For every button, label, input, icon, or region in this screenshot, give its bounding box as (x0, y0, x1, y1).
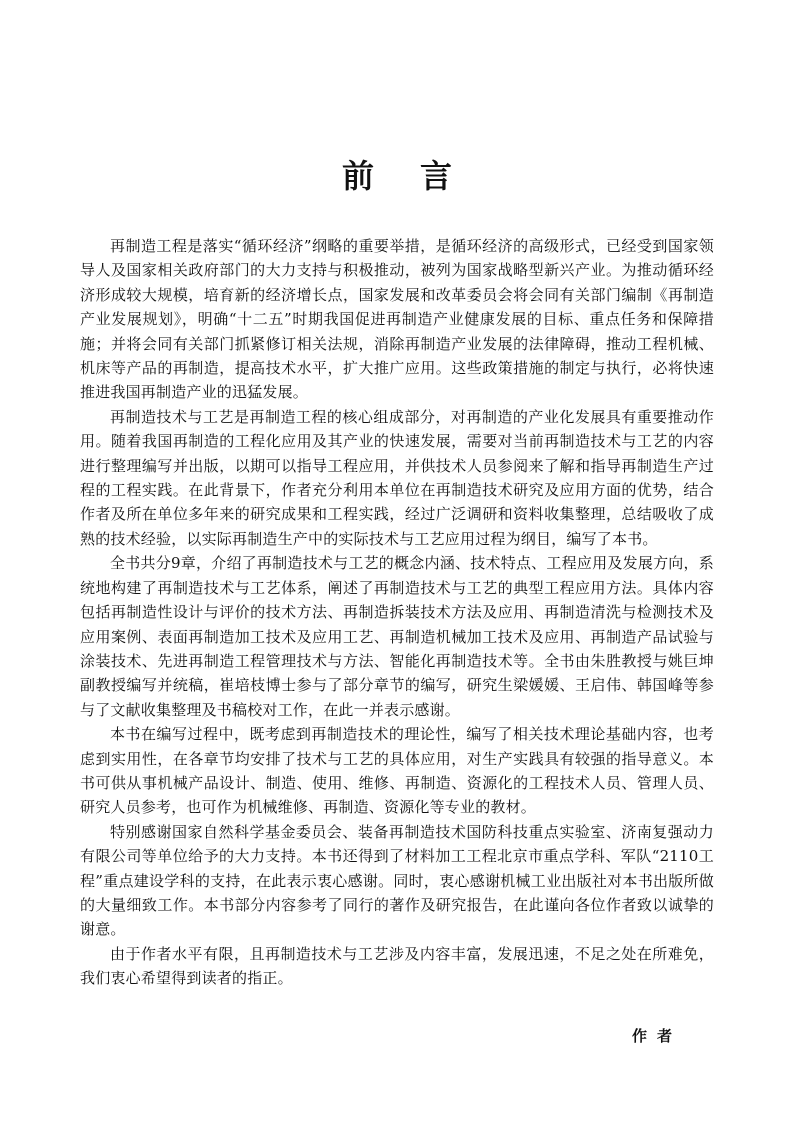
paragraph-3: 全书共分9章，介绍了再制造技术与工艺的概念内涵、技术特点、工程应用及发展方向，系统地构建了再制造技术与工艺体系，阐述了再制造技术与工艺的典型工程应用方法。具体内容包括再制造性设计与评价的技术方法、再制造拆装技术方法及应用、再制造清洗与检测技术及应用案例、表面再制造加工技术及应用工艺、再制造机械加工技术及应用、再制造产品试验与涂装技术、先进再制造工程管理技术与方法、智能化再制造技术等。全书由朱胜教授与姚巨坤副教授编写并统稿，崔培枝博士参与了部分章节的编写，研究生梁媛媛、王启伟、韩国峰等参与了文献收集整理及书稿校对工作，在此一并表示感谢。 (80, 554, 714, 719)
paragraph-2: 再制造技术与工艺是再制造工程的核心组成部分，对再制造的产业化发展具有重要推动作用。随着我国再制造的工程化应用及其产业的快速发展，需要对当前再制造技术与工艺的内容进行整理编写并出版，以期可以指导工程应用，并供技术人员参阅来了解和指导再制造生产过程的工程实践。在此背景下，作者充分利用本单位在再制造技术研究及应用方面的优势，结合作者及所在单位多年来的研究成果和工程实践，经过广泛调研和资料收集整理，总结吸收了成熟的技术经验，以实际再制造生产中的实际技术与工艺应用过程为纲目，编写了本书。 (80, 407, 714, 548)
page-title: 前言 (341, 157, 498, 195)
paragraph-5: 特别感谢国家自然科学基金委员会、装备再制造技术国防科技重点实验室、济南复强动力有限公司等单位给予的大力支持。本书还得到了材料加工工程北京市重点学科、军队“2110工程”重点建设学科的支持，在此表示衷心感谢。同时，衷心感谢机械工业出版社对本书出版所做的大量细致工作。本书部分内容参考了同行的著作及研究报告，在此谨向各位作者致以诚挚的谢意。 (80, 822, 714, 939)
author-signature: 作者 (631, 1027, 682, 1045)
paragraph-4: 本书在编写过程中，既考虑到再制造技术的理论性，编写了相关技术理论基础内容，也考虑到实用性，在各章节均安排了技术与工艺的具体应用，对生产实践具有较强的指导意义。本书可供从事机械产品设计、制造、使用、维修、再制造、资源化的工程技术人员、管理人员、研究人员参考，也可作为机械维修、再制造、资源化等专业的教材。 (80, 725, 714, 817)
paragraph-6: 由于作者水平有限，且再制造技术与工艺涉及内容丰富，发展迅速，不足之处在所难免，我们衷心希望得到读者的指正。 (80, 944, 714, 988)
preface-body (80, 234, 714, 991)
paragraph-1: 再制造工程是落实“循环经济”纲略的重要举措，是循环经济的高级形式，已经受到国家领导人及国家相关政府部门的大力支持与积极推动，被列为国家战略型新兴产业。为推动循环经济形成较大规模，培育新的经济增长点，国家发展和改革委员会将会同有关部门编制《再制造产业发展规划》，明确“十二五”时期我国促进再制造产业健康发展的目标、重点任务和保障措施；并将会同有关部门抓紧修订相关法规，消除再制造产业发展的法律障碍，推动工程机械、机床等产品的再制造，提高技术水平，扩大推广应用。这些政策措施的制定与执行，必将快速推进我国再制造产业的迅猛发展。 (80, 237, 714, 402)
